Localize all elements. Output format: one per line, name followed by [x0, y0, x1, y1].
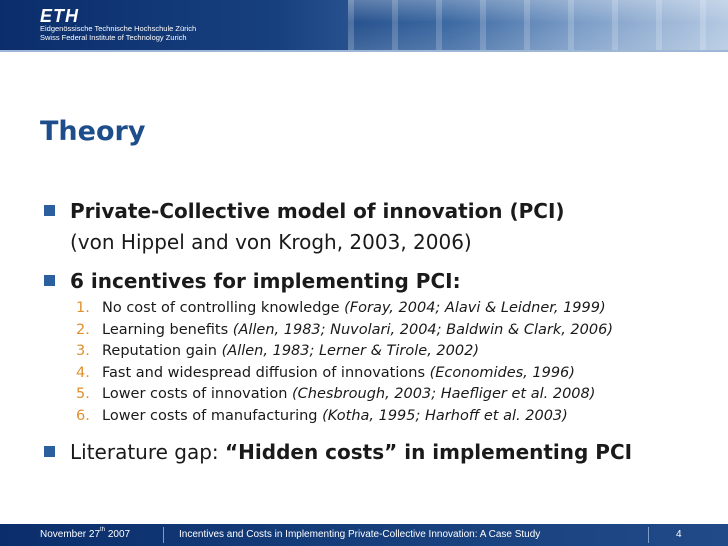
slide-content — [44, 196, 714, 467]
bullet-text: 6 incentives for implementing PCI: — [70, 269, 461, 293]
logo-line-english: Swiss Federal Institute of Technology Zurich — [40, 33, 187, 42]
bullet-incentives — [44, 266, 714, 296]
page-number: 4 — [676, 529, 682, 540]
logo-line-german: Eidgenössische Technische Hochschule Zürich — [40, 24, 197, 33]
list-item — [76, 298, 714, 320]
list-number: 1. — [76, 300, 90, 316]
bullet-text: Private-Collective model of innovation (PCI) — [70, 199, 565, 223]
list-item — [76, 406, 714, 428]
list-item — [76, 320, 714, 342]
item-text: Lower costs of innovation — [102, 386, 293, 402]
header-building-image — [348, 0, 728, 50]
date-text: November 27 — [40, 529, 101, 540]
list-item — [76, 363, 714, 385]
list-number: 3. — [76, 343, 90, 359]
item-citation: (Foray, 2004; Alavi & Leidner, 1999) — [344, 300, 606, 316]
footer-bar — [0, 524, 728, 546]
item-text: Lower costs of manufacturing — [102, 407, 323, 424]
list-number: 2. — [76, 321, 90, 338]
incentives-list — [44, 298, 714, 427]
list-item — [76, 384, 714, 406]
list-number: 6. — [76, 407, 90, 424]
list-item — [76, 341, 714, 363]
bullet-emphasis: “Hidden costs” in implementing PCI — [225, 440, 633, 464]
bullet-square-icon — [44, 205, 55, 216]
footer-separator — [648, 527, 649, 543]
bullet-square-icon — [44, 446, 55, 457]
bullet-label: Literature gap: — [70, 440, 226, 464]
item-citation: (Kotha, 1995; Harhoff et al. 2003) — [322, 407, 568, 424]
bullet-literature-gap — [44, 437, 714, 467]
slide-title: Theory — [40, 116, 146, 147]
item-text: Reputation gain — [102, 343, 222, 359]
item-text: Fast and widespread diffusion of innovations — [102, 364, 430, 381]
list-number: 5. — [76, 386, 90, 402]
eth-logo — [40, 8, 196, 42]
footer-date — [40, 524, 130, 546]
item-citation: (Allen, 1983; Lerner & Tirole, 2002) — [221, 343, 479, 359]
header-divider — [0, 50, 728, 52]
date-ordinal: th — [100, 527, 106, 533]
footer-talk-title: Incentives and Costs in Implementing Private-Collective Innovation: A Case Study — [179, 529, 541, 540]
item-citation: (Allen, 1983; Nuvolari, 2004; Baldwin & Clark, 2006) — [232, 321, 613, 338]
list-number: 4. — [76, 364, 90, 381]
item-text: No cost of controlling knowledge — [102, 300, 345, 316]
item-citation: (Chesbrough, 2003; Haefliger et al. 2008) — [292, 386, 596, 402]
bullet-pci-model — [44, 196, 714, 226]
logo-mark: ETH — [40, 6, 79, 26]
date-year: 2007 — [105, 529, 131, 540]
footer-separator — [163, 527, 164, 543]
bullet-subline: (von Hippel and von Krogh, 2003, 2006) — [70, 230, 472, 254]
item-text: Learning benefits — [102, 321, 233, 338]
header-banner — [0, 0, 728, 50]
bullet-square-icon — [44, 275, 55, 286]
item-citation: (Economides, 1996) — [429, 364, 575, 381]
